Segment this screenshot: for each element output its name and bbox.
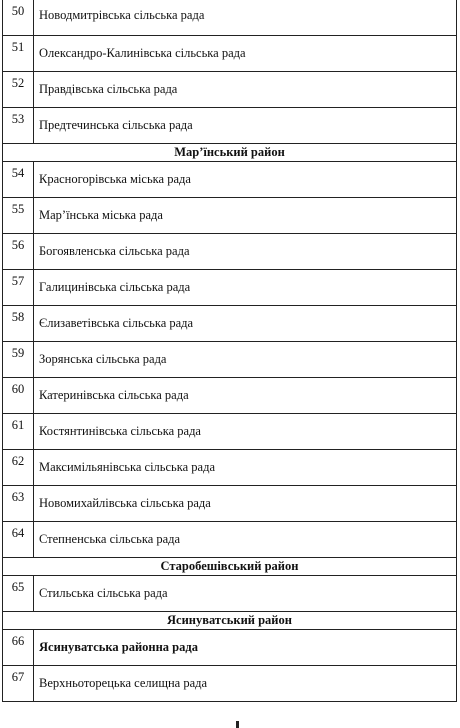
row-number-cell [3, 306, 34, 342]
row-number-cell [3, 198, 34, 234]
district-heading: Ясинуватський район [3, 612, 457, 630]
table-row [3, 342, 457, 378]
row-number: 64 [11, 526, 25, 540]
council-name: Максимільянівська сільська рада [39, 460, 216, 474]
row-number-cell [3, 0, 34, 36]
row-number: 56 [11, 238, 25, 252]
council-name: Єлизаветівська сільська рада [39, 316, 194, 330]
council-name: Новодмитрівська сільська рада [39, 8, 205, 22]
table-row [3, 450, 457, 486]
council-name-cell [34, 630, 457, 666]
council-name: Ясинуватська районна рада [39, 640, 198, 654]
table-row [3, 486, 457, 522]
row-number: 53 [11, 112, 25, 126]
row-number-cell [3, 450, 34, 486]
council-name-cell [34, 36, 457, 72]
council-name: Катеринівська сільська рада [39, 388, 189, 402]
row-number-cell [3, 108, 34, 144]
table-row [3, 270, 457, 306]
row-number-cell [3, 36, 34, 72]
council-name-cell [34, 306, 457, 342]
council-name-cell [34, 576, 457, 612]
district-heading: Старобешівський район [3, 558, 457, 576]
row-number-cell [3, 342, 34, 378]
council-name-cell [34, 522, 457, 558]
row-number: 54 [11, 166, 25, 180]
table-row [3, 306, 457, 342]
row-number: 67 [11, 670, 25, 684]
district-header-row [3, 558, 457, 576]
row-number-cell [3, 162, 34, 198]
row-number-cell [3, 576, 34, 612]
council-name: Новомихайлівська сільська рада [39, 496, 211, 510]
row-number: 52 [11, 76, 25, 90]
council-name-cell [34, 108, 457, 144]
district-header-row [3, 144, 457, 162]
row-number-cell [3, 666, 34, 702]
table-row [3, 108, 457, 144]
table-row [3, 522, 457, 558]
district-heading: Мар’їнський район [3, 144, 457, 162]
table-row [3, 36, 457, 72]
table-row [3, 0, 457, 36]
council-name-cell [34, 486, 457, 522]
row-number: 62 [11, 454, 25, 468]
row-number-cell [3, 270, 34, 306]
council-name-cell [34, 342, 457, 378]
row-number: 66 [11, 634, 25, 648]
council-name-cell [34, 378, 457, 414]
district-header-row [3, 612, 457, 630]
row-number: 57 [11, 274, 25, 288]
council-name-cell [34, 270, 457, 306]
row-number: 61 [11, 418, 25, 432]
council-name: Костянтинівська сільська рада [39, 424, 201, 438]
table-row [3, 234, 457, 270]
table-row [3, 198, 457, 234]
council-name: Олександро-Калинівська сільська рада [39, 46, 246, 60]
council-name-cell [34, 234, 457, 270]
council-name: Верхньоторецька селищна рада [39, 676, 208, 690]
council-name: Предтечинська сільська рада [39, 118, 193, 132]
row-number: 58 [11, 310, 25, 324]
council-name-cell [34, 450, 457, 486]
table-row [3, 666, 457, 702]
council-name-cell [34, 162, 457, 198]
table-row [3, 162, 457, 198]
row-number: 65 [11, 580, 25, 594]
council-name-cell [34, 198, 457, 234]
row-number-cell [3, 378, 34, 414]
row-number: 60 [11, 382, 25, 396]
row-number: 59 [11, 346, 25, 360]
council-name: Степненська сільська рада [39, 532, 181, 546]
council-name: Правдівська сільська рада [39, 82, 178, 96]
council-name: Галицинівська сільська рада [39, 280, 191, 294]
row-number-cell [3, 486, 34, 522]
council-name: Стильська сільська рада [39, 586, 168, 600]
table-row [3, 414, 457, 450]
table-row [3, 72, 457, 108]
row-number-cell [3, 522, 34, 558]
council-name: Мар’їнська міська рада [39, 208, 163, 222]
council-name-cell [34, 72, 457, 108]
council-name: Богоявленська сільська рада [39, 244, 190, 258]
council-name-cell [34, 414, 457, 450]
councils-table-body [3, 0, 457, 702]
row-number-cell [3, 630, 34, 666]
council-name-cell [34, 666, 457, 702]
page-number-mark [236, 721, 239, 728]
council-name: Зорянська сільська рада [39, 352, 167, 366]
row-number-cell [3, 414, 34, 450]
row-number: 55 [11, 202, 25, 216]
council-name-cell [34, 0, 457, 36]
council-name: Красногорівська міська рада [39, 172, 191, 186]
councils-table [2, 0, 457, 702]
row-number-cell [3, 234, 34, 270]
table-row [3, 576, 457, 612]
table-row [3, 630, 457, 666]
row-number-cell [3, 72, 34, 108]
table-row [3, 378, 457, 414]
row-number: 50 [11, 4, 25, 18]
row-number: 63 [11, 490, 25, 504]
row-number: 51 [11, 40, 25, 54]
